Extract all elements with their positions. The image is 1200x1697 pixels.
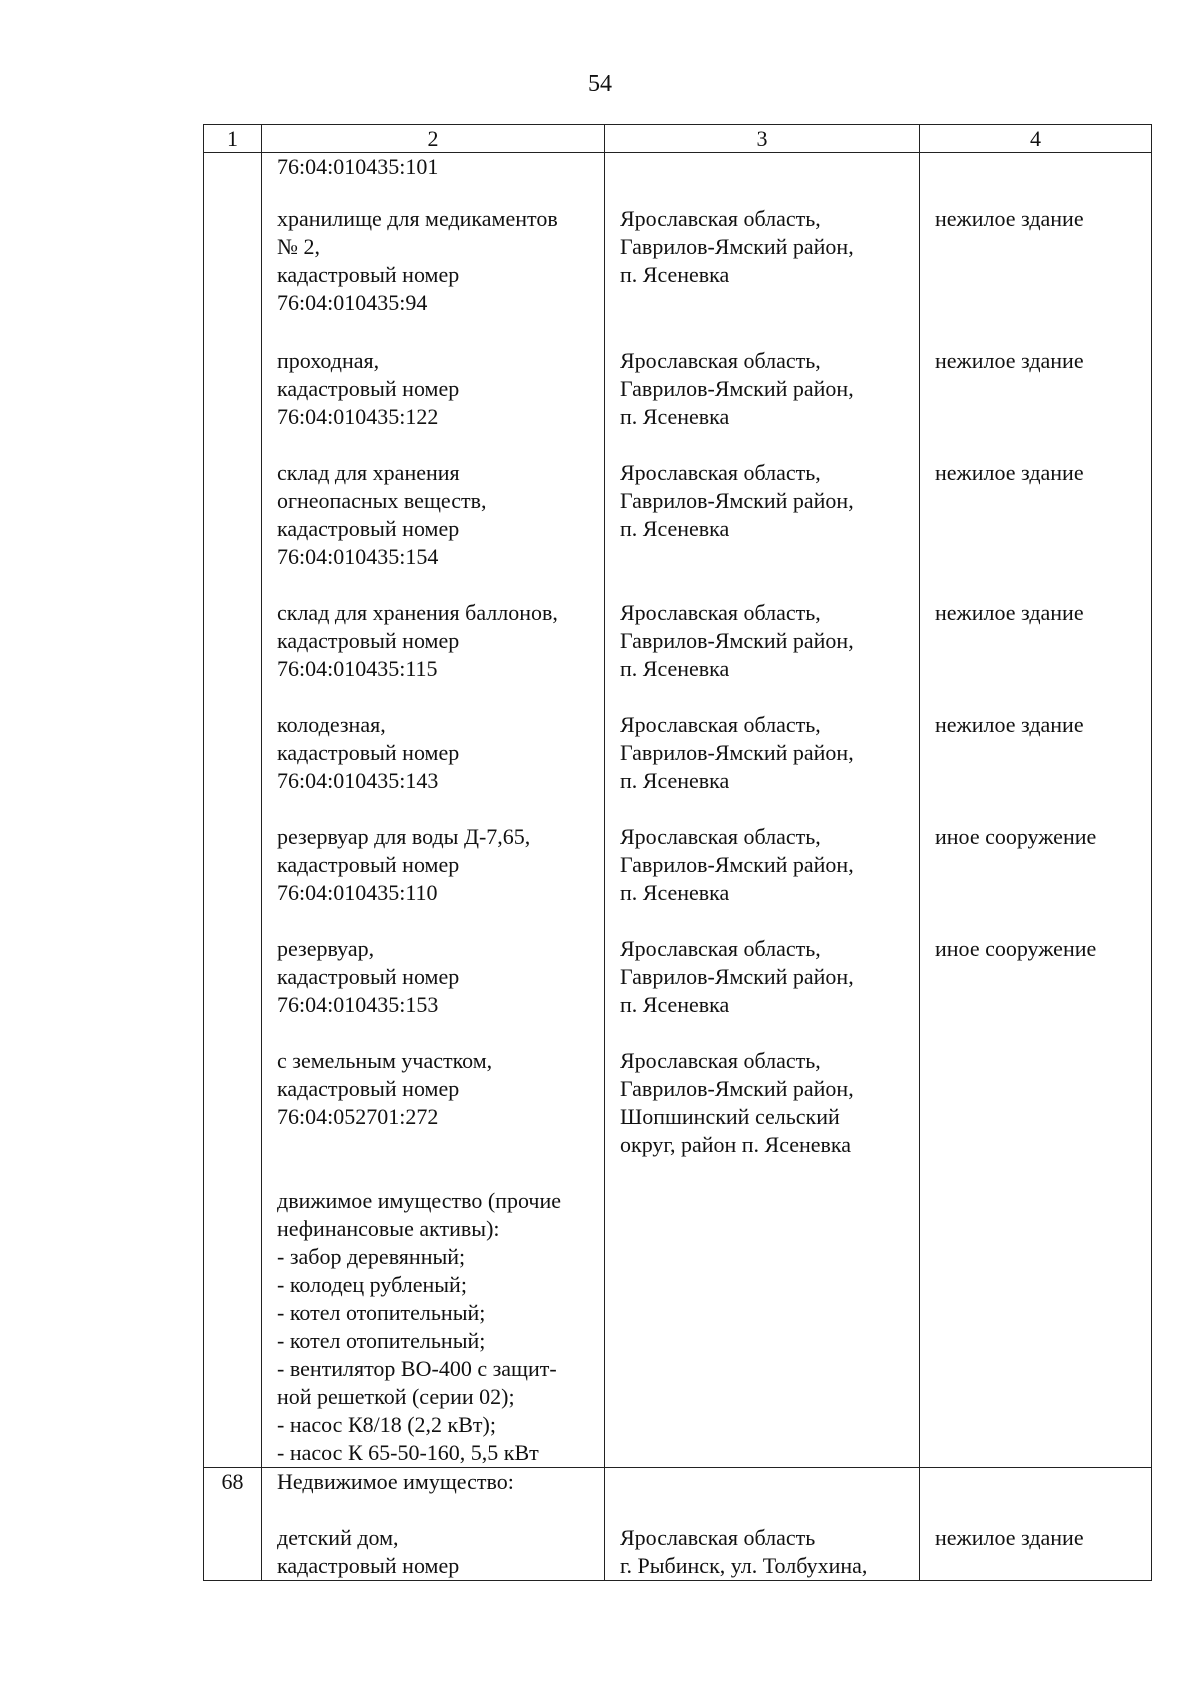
object-type: нежилое здание: [935, 206, 1084, 231]
object-name-line: колодезная,: [277, 712, 386, 737]
object-type: нежилое здание: [935, 1525, 1084, 1550]
movable-property-line: нефинансовые активы):: [277, 1216, 500, 1241]
address-line: Гаврилов-Ямский район,: [620, 852, 854, 877]
movable-property-line: - котел отопительный;: [277, 1300, 486, 1325]
list-item: [935, 1524, 1147, 1552]
address-line: п. Ясеневка: [620, 656, 730, 681]
address-line: Ярославская область,: [620, 824, 821, 849]
cadastral-number: 76:04:010435:143: [277, 768, 439, 793]
cadastral-number: 76:04:010435:94: [277, 290, 428, 315]
address-line: Гаврилов-Ямский район,: [620, 234, 854, 259]
object-name-line: хранилище для медикаментов: [277, 206, 558, 231]
row-number-cell: [204, 153, 262, 1468]
address-line: г. Рыбинск, ул. Толбухина,: [620, 1553, 868, 1578]
object-type: нежилое здание: [935, 712, 1084, 737]
object-type: иное сооружение: [935, 824, 1097, 849]
object-type: иное сооружение: [935, 936, 1097, 961]
cadastral-number: 76:04:010435:122: [277, 404, 439, 429]
object-name-line: кадастровый номер: [277, 1076, 460, 1101]
list-item: [935, 823, 1147, 851]
object-type: нежилое здание: [935, 600, 1084, 625]
cadastral-number: 76:04:010435:101: [277, 154, 439, 179]
address-line: Ярославская область,: [620, 712, 821, 737]
object-type: нежилое здание: [935, 348, 1084, 373]
address-line: п. Ясеневка: [620, 768, 730, 793]
address-line: Ярославская область,: [620, 600, 821, 625]
cadastral-number: 76:04:010435:110: [277, 880, 438, 905]
list-item: [935, 935, 1147, 963]
cadastral-number: 76:04:010435:115: [277, 656, 438, 681]
object-name-line: склад для хранения баллонов,: [277, 600, 558, 625]
list-item: [277, 935, 596, 1019]
movable-property-line: - насос К 65-50-160, 5,5 кВт: [277, 1440, 539, 1465]
object-name-line: резервуар для воды Д-7,65,: [277, 824, 531, 849]
cadastral-number: 76:04:010435:154: [277, 544, 439, 569]
address-line: Гаврилов-Ямский район,: [620, 964, 854, 989]
object-name-line: кадастровый номер: [277, 964, 460, 989]
movable-property-line: - забор деревянный;: [277, 1244, 466, 1269]
movable-property-line: - вентилятор ВО-400 с защит-: [277, 1356, 557, 1381]
movable-property-line: - котел отопительный;: [277, 1328, 486, 1353]
cadastral-number: 76:04:052701:272: [277, 1104, 439, 1129]
list-item: [277, 459, 596, 571]
address-line: Шопшинский сельский: [620, 1104, 840, 1129]
address-line: Ярославская область,: [620, 460, 821, 485]
address-line: Ярославская область,: [620, 206, 821, 231]
row-number: 68: [221, 1469, 244, 1494]
address-line: Ярославская область,: [620, 1048, 821, 1073]
object-name-line: проходная,: [277, 348, 380, 373]
column-header-1: 1: [204, 125, 262, 153]
object-name-line: резервуар,: [277, 936, 375, 961]
list-item: [620, 823, 913, 907]
property-table: [203, 124, 1152, 1581]
list-item: [620, 205, 913, 289]
object-name-line: кадастровый номер: [277, 516, 460, 541]
section-heading: Недвижимое имущество:: [277, 1469, 514, 1494]
address-line: Гаврилов-Ямский район,: [620, 1076, 854, 1101]
object-name-cell: [262, 1468, 605, 1581]
list-item: [277, 205, 596, 317]
movable-property-line: - насос К8/18 (2,2 кВт);: [277, 1412, 496, 1437]
movable-property-line: ной решеткой (серии 02);: [277, 1384, 515, 1409]
address-cell: [605, 153, 920, 1468]
movable-property-list: [277, 1187, 596, 1467]
list-item: [277, 711, 596, 795]
object-name-line: кадастровый номер: [277, 262, 460, 287]
page-number: 54: [588, 71, 612, 97]
address-line: Ярославская область,: [620, 936, 821, 961]
list-item: [620, 599, 913, 683]
movable-property-line: движимое имущество (прочие: [277, 1188, 561, 1213]
object-name-line: огнеопасных веществ,: [277, 488, 487, 513]
list-item: [935, 347, 1147, 375]
table-row-67-continued: [204, 153, 1152, 1468]
list-item: [277, 347, 596, 431]
list-item: [620, 935, 913, 1019]
object-name-line: кадастровый номер: [277, 376, 460, 401]
object-name-line: кадастровый номер: [277, 628, 460, 653]
list-item: [935, 599, 1147, 627]
list-item: [620, 1524, 913, 1580]
address-line: п. Ясеневка: [620, 992, 730, 1017]
cadastral-number: 76:04:010435:153: [277, 992, 439, 1017]
list-item: [935, 205, 1147, 233]
object-type: нежилое здание: [935, 460, 1084, 485]
table-row-68: [204, 1468, 1152, 1581]
address-line: п. Ясеневка: [620, 404, 730, 429]
list-item: [620, 459, 913, 543]
address-line: Гаврилов-Ямский район,: [620, 488, 854, 513]
column-header-4: 4: [920, 125, 1152, 153]
address-line: п. Ясеневка: [620, 262, 730, 287]
movable-property-line: - колодец рубленый;: [277, 1272, 467, 1297]
address-line: п. Ясеневка: [620, 880, 730, 905]
list-item: [277, 1047, 596, 1131]
list-item: [277, 1524, 596, 1580]
column-header-2: 2: [262, 125, 605, 153]
object-name-line: склад для хранения: [277, 460, 460, 485]
address-line: Ярославская область: [620, 1525, 816, 1550]
address-line: п. Ясеневка: [620, 516, 730, 541]
object-type-cell: [920, 1468, 1152, 1581]
object-name-cell: [262, 153, 605, 1468]
object-name-line: с земельным участком,: [277, 1048, 493, 1073]
list-item: [935, 711, 1147, 739]
address-line: Ярославская область,: [620, 348, 821, 373]
object-name-line: № 2,: [277, 234, 320, 259]
address-line: Гаврилов-Ямский район,: [620, 376, 854, 401]
address-line: округ, район п. Ясеневка: [620, 1132, 852, 1157]
object-name-line: кадастровый номер: [277, 740, 460, 765]
list-item: [277, 823, 596, 907]
list-item: [935, 459, 1147, 487]
address-line: Гаврилов-Ямский район,: [620, 740, 854, 765]
column-header-3: 3: [605, 125, 920, 153]
row-number-cell: [204, 1468, 262, 1581]
address-cell: [605, 1468, 920, 1581]
object-name-line: кадастровый номер: [277, 1553, 460, 1578]
list-item: [620, 1047, 913, 1159]
object-type-cell: [920, 153, 1152, 1468]
list-item: [277, 599, 596, 683]
list-item: [620, 711, 913, 795]
address-line: Гаврилов-Ямский район,: [620, 628, 854, 653]
object-name-line: кадастровый номер: [277, 852, 460, 877]
object-name-line: детский дом,: [277, 1525, 399, 1550]
table-header-row: [204, 125, 1152, 153]
list-item: [620, 347, 913, 431]
